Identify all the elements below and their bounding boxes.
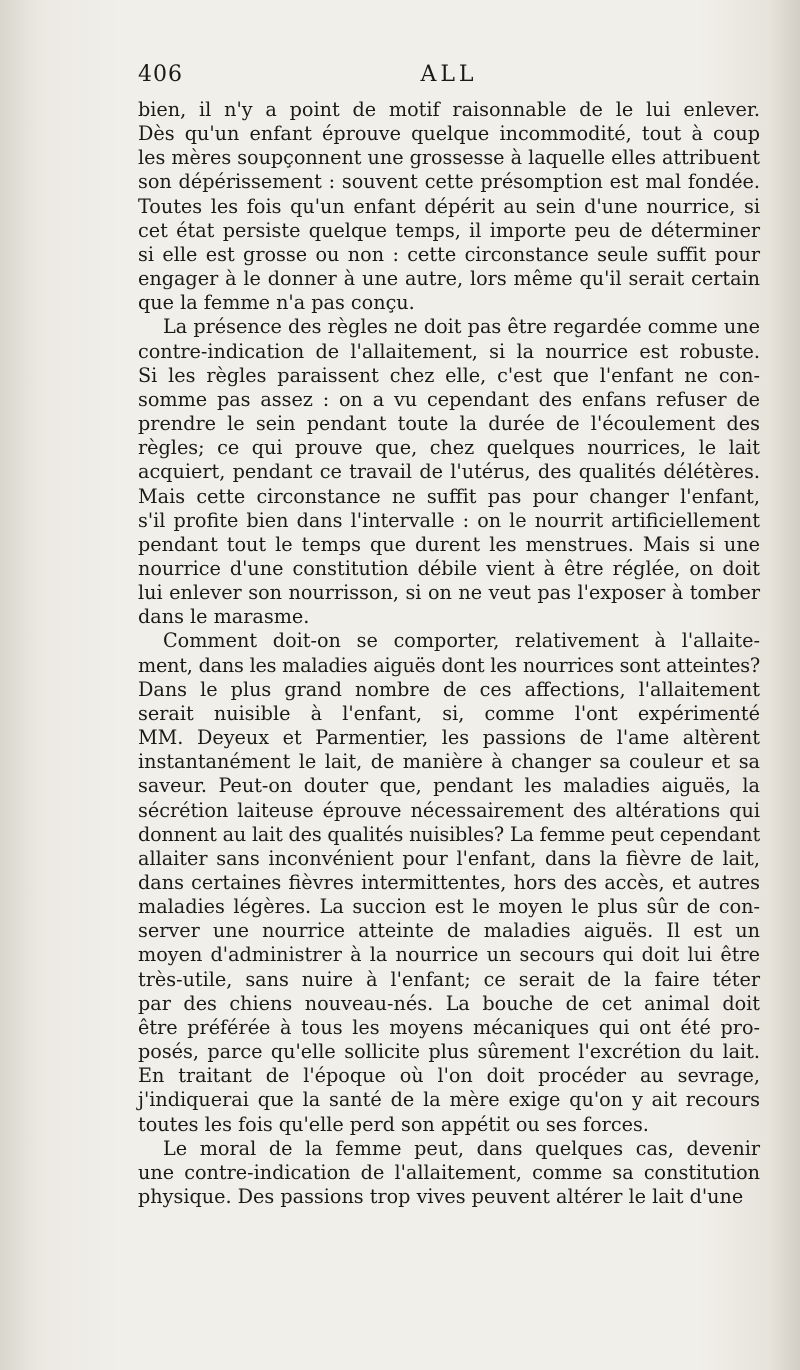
text-line: maladies légères. La succion est le moyen le plus sûr de con- — [138, 895, 760, 919]
paragraph — [138, 629, 760, 1136]
text-line: lui enlever son nourrisson, si on ne veut pas l'exposer à tomber — [138, 581, 760, 605]
text-line: Mais cette circonstance ne suffit pas pour changer l'enfant, — [138, 484, 760, 508]
text-line: les mères soupçonnent une grossesse à laquelle elles attribuent — [138, 146, 760, 170]
text-line: Comment doit-on se comporter, relativement à l'allaite- — [163, 629, 760, 653]
text-line: moyen d'administrer à la nourrice un secours qui doit lui être — [138, 943, 760, 967]
text-line: Si les règles paraissent chez elle, c'est que l'enfant ne con- — [138, 363, 760, 387]
text-line: Toutes les fois qu'un enfant dépérit au sein d'une nourrice, si — [138, 194, 760, 218]
text-line: somme pas assez : on a vu cependant des enfans refuser de — [138, 387, 760, 411]
text-line: très-utile, sans nuire à l'enfant; ce serait de la faire téter — [138, 967, 760, 991]
text-line: physique. Des passions trop vives peuvent altérer le lait d'une — [138, 1185, 744, 1209]
text-line: dans certaines fièvres intermittentes, hors des accès, et autres — [138, 871, 760, 894]
running-head: ALL — [420, 62, 478, 87]
text-line: règles; ce qui prouve que, chez quelques nourrices, le lait — [138, 436, 760, 460]
text-line: posés, parce qu'elle sollicite plus sûrement l'excrétion du lait. — [138, 1040, 760, 1064]
text-line: si elle est grosse ou non : cette circonstance seule suffit pour — [138, 242, 760, 266]
text-line: allaiter sans inconvénient pour l'enfant, dans la fièvre de lait, — [138, 846, 760, 870]
text-line: toutes les fois qu'elle perd son appétit ou ses forces. — [138, 1112, 649, 1136]
text-line: Dans le plus grand nombre de ces affections, l'allaitement — [138, 677, 760, 701]
text-line: nourrice d'une constitution débile vient à être réglée, on doit — [138, 556, 760, 580]
text-line: dans le marasme. — [138, 605, 310, 629]
text-line: Dès qu'un enfant éprouve quelque incommodité, tout à coup — [138, 122, 760, 146]
body-text — [138, 98, 760, 1209]
paragraph — [138, 315, 760, 629]
text-line: engager à le donner à une autre, lors même qu'il serait certain — [138, 267, 760, 291]
text-line: instantanément le lait, de manière à changer sa couleur et sa — [138, 750, 760, 774]
text-line: contre-indication de l'allaitement, si la nourrice est robuste. — [138, 339, 760, 363]
text-line: bien, il n'y a point de motif raisonnable de le lui enlever. — [138, 98, 760, 121]
text-line: serait nuisible à l'enfant, si, comme l'ont expérimenté — [138, 701, 760, 725]
text-line: que la femme n'a pas conçu. — [138, 291, 415, 315]
text-line: sécrétion laiteuse éprouve nécessairement des altérations qui — [138, 798, 760, 822]
text-line: En traitant de l'époque où l'on doit procéder au sevrage, — [138, 1064, 760, 1088]
text-line: être préférée à tous les moyens mécaniques qui ont été pro- — [138, 1015, 760, 1039]
text-line: server une nourrice atteinte de maladies aiguës. Il est un — [138, 919, 760, 943]
text-line: par des chiens nouveau-nés. La bouche de cet animal doit — [138, 991, 760, 1015]
text-line: acquiert, pendant ce travail de l'utérus, des qualités délétères. — [138, 460, 760, 484]
text-line: Le moral de la femme peut, dans quelques cas, devenir — [163, 1136, 760, 1160]
text-line: prendre le sein pendant toute la durée de l'écoulement des — [138, 412, 760, 436]
text-line: cet état persiste quelque temps, il importe peu de déterminer — [138, 218, 760, 242]
text-line: ment, dans les maladies aiguës dont les nourrices sont atteintes? — [138, 653, 760, 677]
text-line: donnent au lait des qualités nuisibles? La femme peut cependant — [138, 822, 760, 846]
text-line: saveur. Peut-on douter que, pendant les maladies aiguës, la — [138, 774, 760, 798]
paragraph — [138, 98, 760, 315]
text-line: MM. Deyeux et Parmentier, les passions de l'ame altèrent — [138, 726, 760, 750]
text-line: une contre-indication de l'allaitement, comme sa constitution — [138, 1160, 760, 1184]
paragraph — [138, 1137, 760, 1209]
text-line: son dépérissement : souvent cette présomption est mal fondée. — [138, 170, 760, 194]
text-line: La présence des règles ne doit pas être regardée comme une — [163, 315, 760, 339]
page-header — [138, 62, 760, 98]
text-line: s'il profite bien dans l'intervalle : on le nourrit artificiellement — [138, 508, 760, 532]
page-number: 406 — [138, 62, 183, 87]
text-line: pendant tout le temps que durent les menstrues. Mais si une — [138, 532, 760, 556]
text-line: j'indiquerai que la santé de la mère exige qu'on y ait recours — [138, 1088, 760, 1112]
